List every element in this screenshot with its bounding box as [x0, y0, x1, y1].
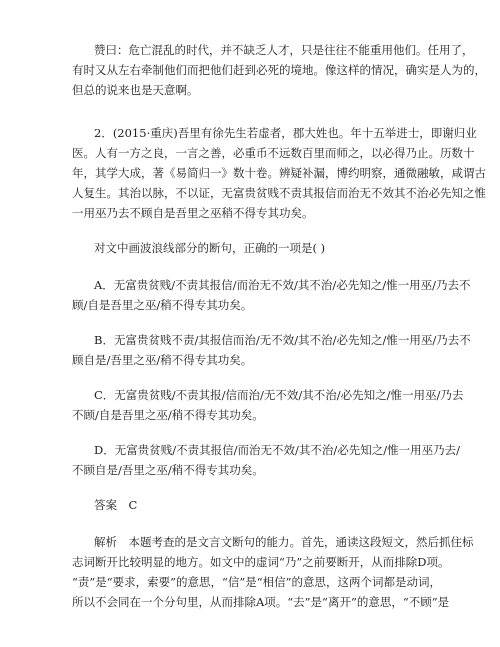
- text-line: “责”是“要求，索要”的意思，“信”是“相信”的意思，这两个词都是动词，: [72, 575, 442, 589]
- text-line: 医。人有一方之良，一言之善，必重币不远数百里而师之，以必得乃止。历数十: [72, 146, 475, 160]
- text-line: 人复生。其治以脉，不以证，无富贵贫贱不责其报信而治无不效其不治必先知之惟: [72, 186, 486, 200]
- commentary-paragraph: [72, 40, 486, 100]
- option-a: [72, 275, 471, 315]
- text-line: 有时又从左右牵制他们而把他们赶到必死的境地。像这样的情况，确实是人为的，: [72, 63, 486, 77]
- option-d: [72, 440, 460, 480]
- text-line: 答案 C: [94, 498, 138, 512]
- text-line: 对文中画波浪线部分的断句，正确的一项是( ): [94, 241, 326, 255]
- option-c: [72, 385, 464, 425]
- text-line: 志词断开比较明显的地方。如文中的虚词“乃”之前要断开，从而排除D项。: [72, 555, 450, 569]
- question-prompt: [72, 238, 428, 258]
- analysis-paragraph: [72, 532, 474, 612]
- text-line: B．无富贵贫贱不责/其报信而治/无不效/其不治/必先知之/惟一用巫/乃去不: [94, 333, 471, 347]
- text-line: 赞曰：危亡混乱的时代，并不缺乏人才，只是往往不能重用他们。任用了，: [94, 43, 474, 57]
- text-line: 解析 本题考查的是文言文断句的能力。首先，通读这段短文，然后抓住标: [94, 535, 474, 549]
- text-line: 但总的说来也是天意啊。: [72, 83, 199, 97]
- text-line: 2．(2015·重庆)吾里有徐先生若虚者，郡大姓也。年十五举进士，即谢归业: [94, 126, 477, 140]
- text-line: 年，其学大成，著《易简归一》数十卷。辨疑补漏，博约明察，通微融敏，咸谓古: [72, 166, 486, 180]
- text-line: C．无富贵贫贱/不责其报/信而治/无不效/其不治/必先知之/惟一用巫/乃去: [94, 388, 464, 402]
- text-line: 一用巫乃去不顾自是吾里之巫稍不得专其功矣。: [72, 206, 314, 220]
- text-line: 所以不会同在一个分句里，从而排除A项。“去”是“离开”的意思，“不顾”是: [72, 595, 450, 609]
- text-line: 顾/自是吾里之巫/稍不得专其功矣。: [72, 298, 253, 312]
- text-line: 不顾/自是吾里之巫/稍不得专其功矣。: [72, 408, 264, 422]
- text-line: 不顾自是/吾里之巫/稍不得专其功矣。: [72, 463, 264, 477]
- text-line: A．无富贵贫贱/不责其报信/而治无不效/其不治/必先知之/惟一用巫/乃去不: [94, 278, 471, 292]
- text-line: 顾自是/吾里之巫/稍不得专其功矣。: [72, 353, 253, 367]
- option-b: [72, 330, 471, 370]
- answer-line: [72, 495, 428, 515]
- question-passage: [72, 123, 486, 223]
- text-line: D．无富贵贫贱/不责其报信/而治无不效/其不治/必先知之/惟一用巫乃去/: [94, 443, 460, 457]
